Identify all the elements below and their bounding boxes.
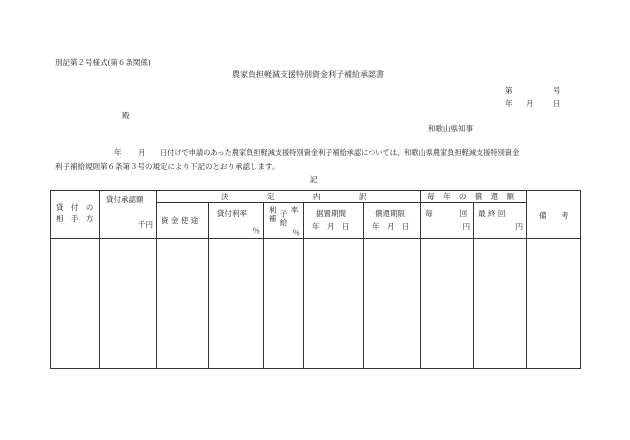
lender-char: 付: [70, 203, 79, 212]
repay-limit-cell: [364, 239, 421, 369]
date-year-label: 年: [505, 99, 513, 108]
lender-char: 貸: [56, 203, 64, 212]
decision-char-1: 決: [221, 192, 229, 201]
annual-char: 額: [506, 192, 515, 201]
annual-repayment-header-cell: [421, 191, 527, 203]
approved-amount-label: 貸付承認額: [106, 195, 144, 204]
form-label: 別記第２号様式(第６条関係): [55, 58, 151, 67]
lender-cell: [51, 239, 100, 369]
annual-char: 還: [490, 192, 499, 201]
approved-amount-header-cell: [100, 191, 157, 239]
date-month-label: 月: [526, 99, 534, 108]
every-unit: 円: [462, 222, 471, 231]
lender-char: 方: [85, 214, 94, 223]
decision-char-4: 訳: [359, 192, 367, 201]
remarks-char: 考: [560, 211, 569, 220]
lender-char: の: [85, 203, 94, 212]
loan-rate-label: 貸付利率: [217, 209, 247, 218]
approval-table: [50, 190, 581, 369]
lender-char: 手: [70, 214, 79, 223]
body-line-1: 日付けで申請のあった農家負担軽減支援特別資金利子補給承認については、和歌山県農家負担軽減支援特別資金: [160, 148, 520, 157]
interest-subsidy-header-cell: [264, 203, 304, 239]
decision-header-cell: [157, 191, 421, 203]
fund-use-header-cell: [157, 203, 209, 239]
annual-char: 年: [442, 192, 451, 201]
final-unit: 円: [515, 222, 524, 231]
remarks-cell: [527, 239, 581, 369]
body-line-2: 利子補給規則第６条第３号の規定により下記のとおり承認します。: [55, 162, 280, 171]
annual-char: の: [458, 192, 467, 201]
interest-subsidy-col-2: 子給: [279, 210, 288, 227]
approved-amount-unit: 千円: [138, 220, 153, 229]
ki-label: 記: [310, 175, 318, 184]
every-label: 毎: [425, 209, 433, 218]
number-label: 第: [505, 86, 513, 95]
deferment-header-cell: [304, 203, 364, 239]
number-suffix: 号: [553, 86, 561, 95]
remarks-char: 備: [539, 211, 547, 220]
interest-subsidy-col-3: 率: [290, 206, 299, 215]
deferment-label: 据置期間: [316, 209, 346, 218]
body-year-label: 年: [114, 148, 122, 157]
annual-char: 償: [474, 192, 483, 201]
final-times-cell: [474, 239, 527, 369]
final-label: 最 終 回: [478, 209, 506, 218]
final-times-header-cell: [474, 203, 527, 239]
interest-subsidy-unit: ％: [292, 228, 300, 237]
interest-subsidy-cell: [264, 239, 304, 369]
loan-rate-unit: ％: [252, 226, 260, 235]
remarks-header-cell: [527, 191, 581, 239]
addressee-suffix: 殿: [122, 111, 130, 120]
decision-char-3: 内: [313, 192, 321, 201]
date-day-label: 日: [553, 99, 561, 108]
fund-use-label: 資 金 使 途: [161, 216, 199, 225]
fund-use-cell: [157, 239, 209, 369]
repay-limit-header-cell: [364, 203, 421, 239]
lender-char: 相: [56, 214, 64, 223]
every-times-header-cell: [421, 203, 474, 239]
repay-limit-label: 償還期限: [375, 209, 405, 218]
approved-amount-cell: [100, 239, 157, 369]
deferment-subunits: 年 月 日: [312, 222, 350, 231]
every-times-cell: [421, 239, 474, 369]
lender-header-cell: [51, 191, 100, 239]
body-month-label: 月: [138, 148, 146, 157]
interest-subsidy-col-1: 利補: [268, 206, 277, 223]
loan-rate-header-cell: [209, 203, 264, 239]
issuer: 和歌山県知事: [428, 124, 473, 133]
deferment-cell: [304, 239, 364, 369]
repay-limit-subunits: 年 月 日: [372, 222, 410, 231]
decision-char-2: 定: [267, 192, 275, 201]
times-label: 回: [459, 209, 468, 218]
table-row: [51, 239, 581, 369]
annual-char: 毎: [427, 192, 435, 201]
loan-rate-cell: [209, 239, 264, 369]
document-title: 農家負担軽減支援特別資金利子補給承認書: [232, 70, 384, 79]
